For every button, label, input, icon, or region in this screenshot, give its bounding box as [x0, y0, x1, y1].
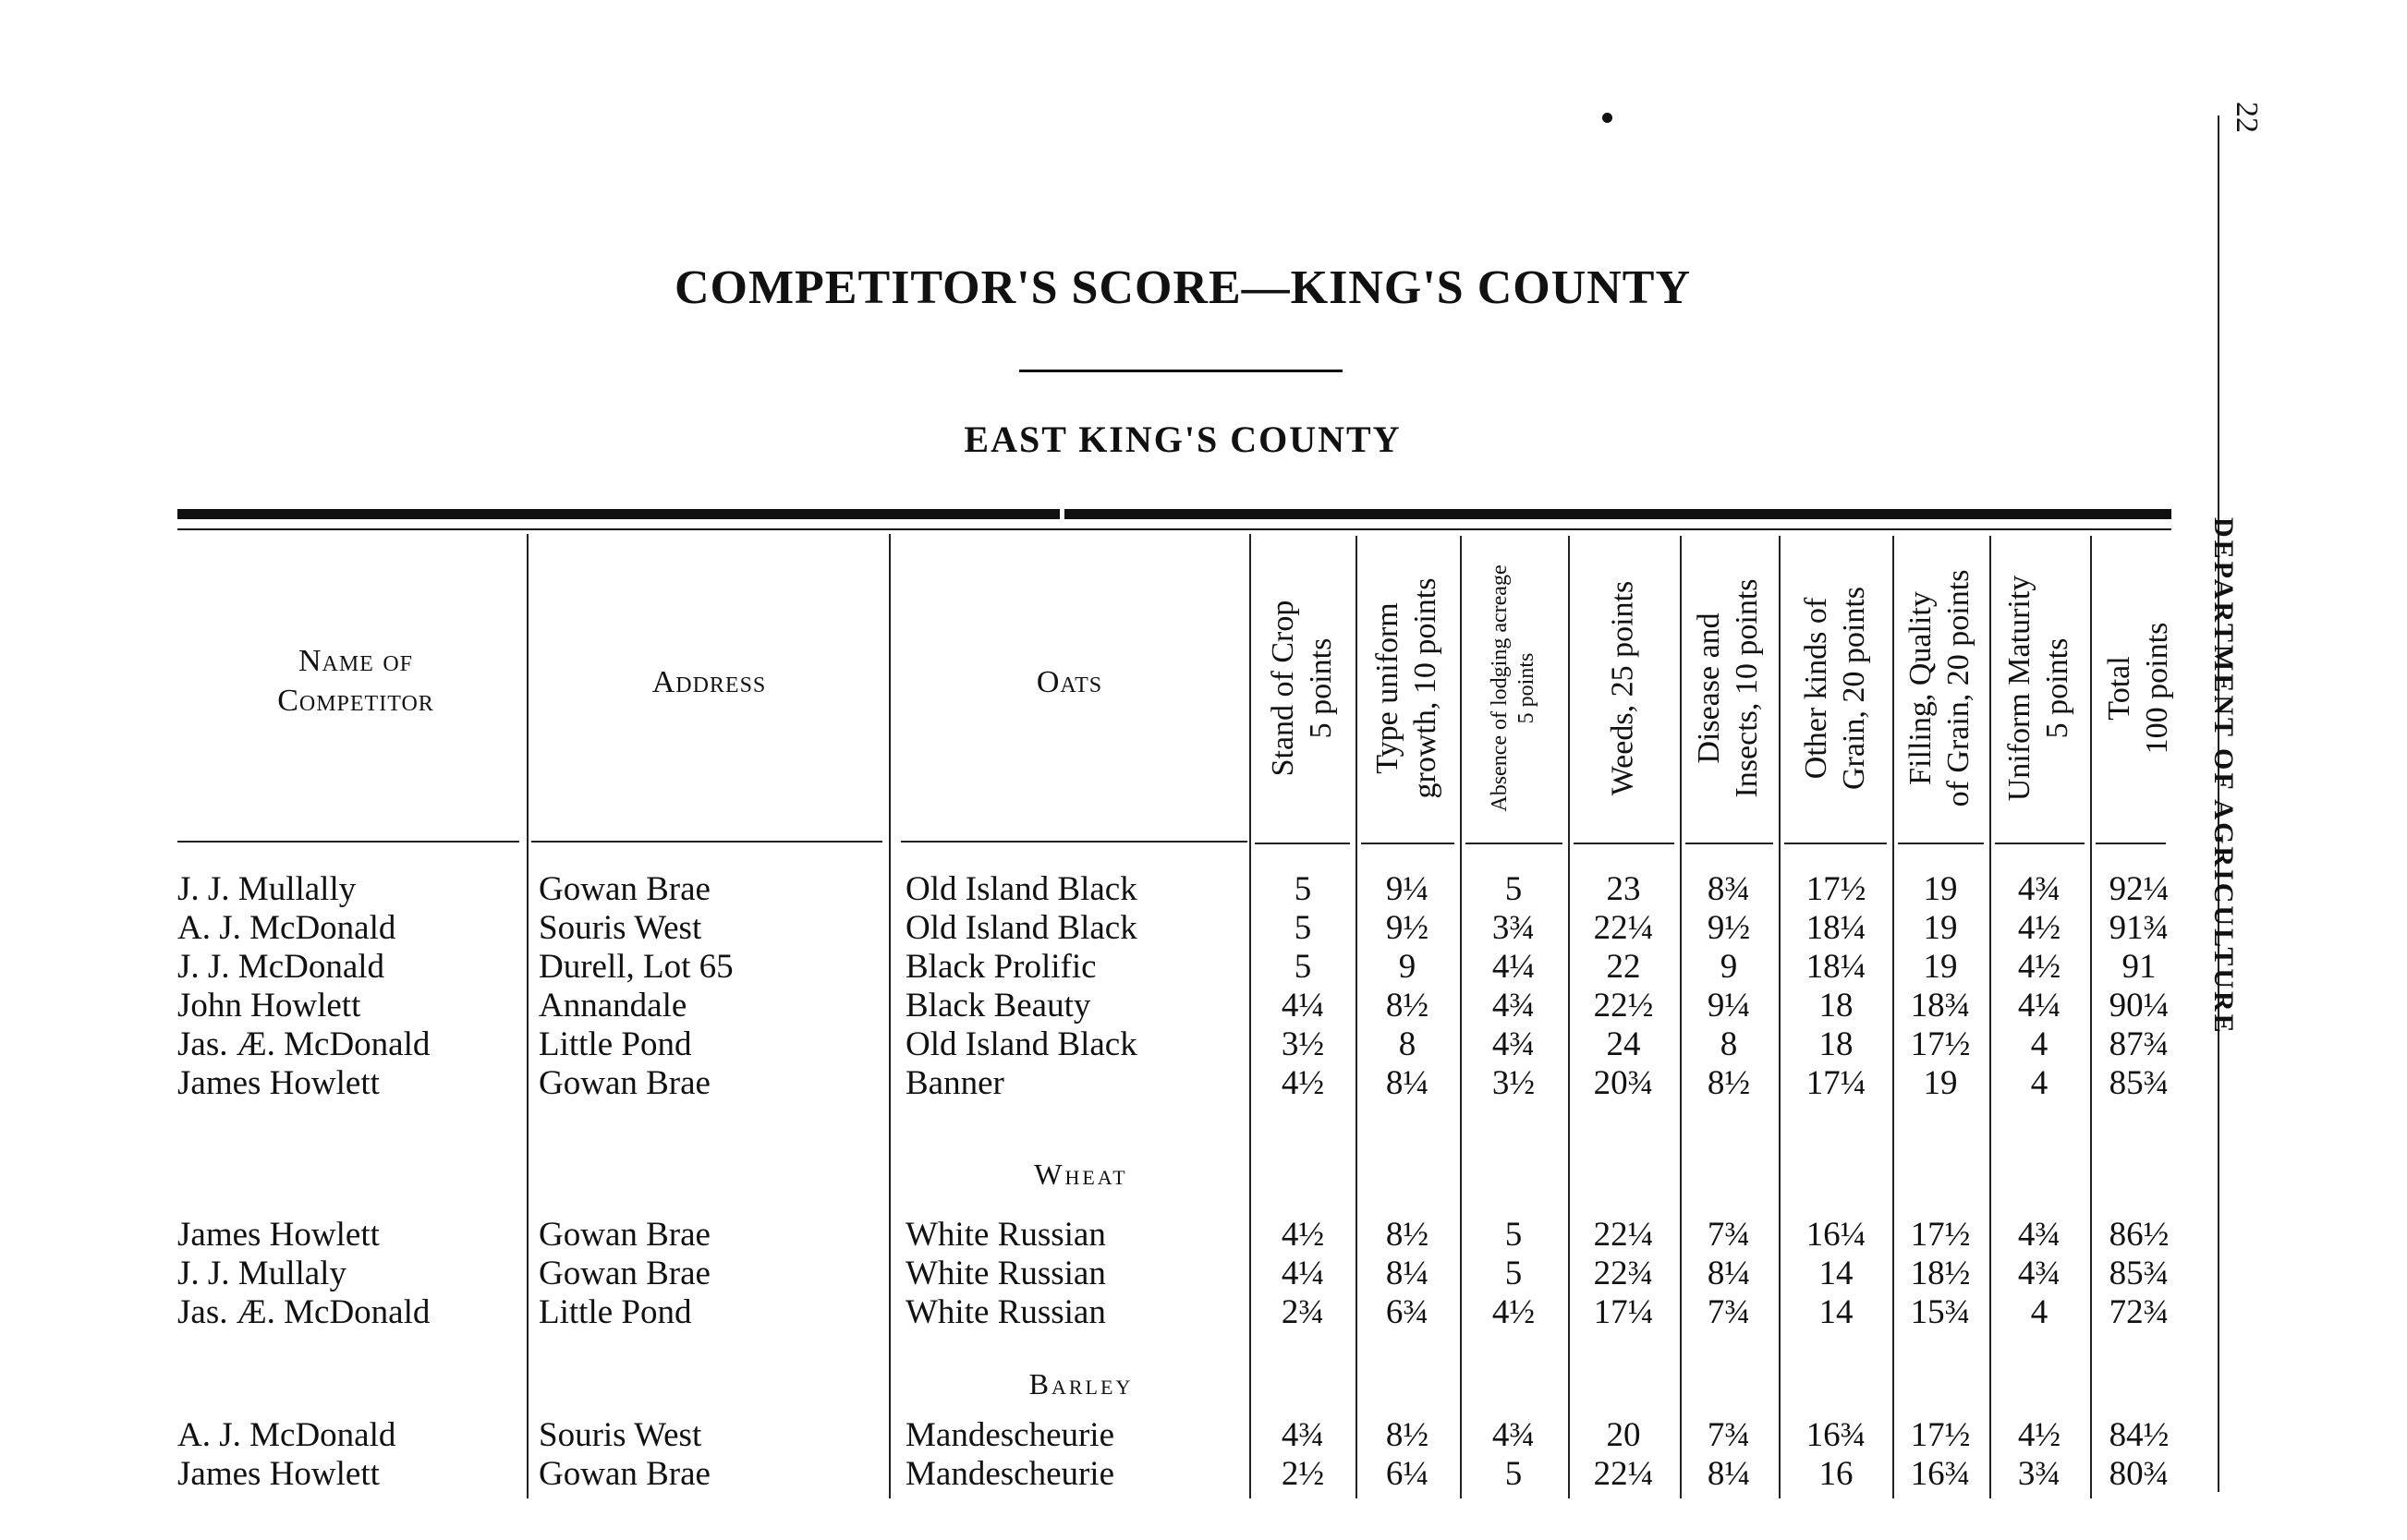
cell-variety: Old Island Black	[906, 1025, 1137, 1063]
page-number: 22	[2230, 102, 2264, 133]
header-crop: Oats	[1036, 665, 1103, 699]
cell-filling: 16¾	[1910, 1455, 1971, 1493]
cell-maturity: 4	[2030, 1025, 2048, 1063]
header-lodging-line-1: Absence of lodging acreage	[1488, 564, 1513, 812]
cell-filling: 19	[1923, 870, 1958, 908]
header-rule	[1995, 843, 2085, 844]
cell-type: 6¾	[1385, 1293, 1429, 1331]
cell-filling: 19	[1923, 909, 1958, 947]
header-rule	[531, 841, 882, 843]
cell-stand: 4¾	[1281, 1416, 1325, 1454]
column-rule	[1568, 536, 1570, 1498]
cell-stand: 5	[1294, 870, 1312, 908]
header-total-line-1: Total	[2102, 656, 2137, 721]
cell-lodging: 5	[1504, 1455, 1523, 1493]
cell-lodging: 4¼	[1491, 948, 1536, 986]
cell-other-grain: 16	[1818, 1455, 1854, 1493]
cell-total: 85¾	[2109, 1255, 2170, 1292]
section-wheat: Wheat	[1034, 1158, 1128, 1191]
column-rule	[1249, 534, 1251, 1498]
cell-lodging: 4¾	[1491, 1025, 1536, 1063]
cell-disease: 9¼	[1707, 987, 1751, 1025]
header-rule	[1255, 843, 1350, 844]
cell-filling: 17½	[1910, 1025, 1971, 1063]
cell-maturity: 4¼	[2017, 987, 2061, 1025]
cell-total: 91¾	[2109, 909, 2170, 947]
cell-name: James Howlett	[177, 1455, 380, 1493]
column-rule	[889, 534, 891, 1498]
cell-name: J. J. Mullally	[177, 870, 357, 908]
cell-maturity: 4¾	[2017, 870, 2061, 908]
cell-weeds: 24	[1606, 1025, 1641, 1063]
header-type-line-1: Type uniform	[1370, 602, 1405, 774]
cell-type: 8½	[1385, 1416, 1429, 1454]
cell-variety: Mandescheurie	[906, 1455, 1115, 1493]
cell-lodging: 3¾	[1491, 909, 1536, 947]
cell-name: John Howlett	[177, 987, 361, 1025]
cell-address: Gowan Brae	[539, 1255, 711, 1292]
cell-maturity: 4	[2030, 1293, 2048, 1331]
header-maturity-line-1: Uniform Maturity	[2002, 575, 2037, 802]
cell-filling: 17½	[1910, 1216, 1971, 1254]
cell-weeds: 20¾	[1593, 1064, 1654, 1102]
cell-variety: Black Prolific	[906, 948, 1097, 986]
page-title: COMPETITOR'S SCORE—KING'S COUNTY	[674, 261, 1692, 314]
cell-stand: 2½	[1281, 1455, 1325, 1493]
section-barley: Barley	[1028, 1367, 1134, 1401]
cell-total: 85¾	[2109, 1064, 2170, 1102]
header-rule	[1465, 843, 1562, 844]
cell-name: Jas. Æ. McDonald	[177, 1293, 431, 1331]
cell-other-grain: 16¼	[1805, 1216, 1866, 1254]
cell-weeds: 22¾	[1593, 1255, 1654, 1292]
header-stand-line-2: 5 points	[1304, 637, 1338, 739]
header-weeds-line-1: Weeds, 25 points	[1605, 580, 1640, 796]
cell-address: Souris West	[539, 1416, 702, 1454]
cell-address: Gowan Brae	[539, 1216, 711, 1254]
cell-lodging: 5	[1504, 870, 1523, 908]
column-rule	[2090, 536, 2092, 1498]
cell-maturity: 3¾	[2017, 1455, 2061, 1493]
cell-name: A. J. McDonald	[177, 909, 396, 947]
cell-address: Little Pond	[539, 1025, 692, 1063]
header-filling-line-2: of Grain, 20 points	[1941, 569, 1975, 807]
header-type-text	[1369, 578, 1445, 799]
header-rule	[1574, 843, 1674, 844]
header-filling-line-1: Filling, Quality	[1903, 591, 1939, 785]
cell-disease: 8½	[1707, 1064, 1751, 1102]
header-rule	[1784, 843, 1887, 844]
cell-other-grain: 17½	[1805, 870, 1866, 908]
cell-maturity: 4½	[2017, 1416, 2061, 1454]
cell-variety: White Russian	[906, 1255, 1106, 1292]
cell-other-grain: 18	[1818, 987, 1854, 1025]
cell-total: 84½	[2109, 1416, 2170, 1454]
header-maturity-text	[2001, 576, 2077, 802]
cell-total: 86½	[2109, 1216, 2170, 1254]
header-rule	[2096, 843, 2166, 844]
cell-disease: 7¾	[1707, 1216, 1751, 1254]
table-top-rule-left	[177, 509, 1060, 519]
cell-maturity: 4½	[2017, 948, 2061, 986]
cell-total: 87¾	[2109, 1025, 2170, 1063]
header-other-grain-line-1: Other kinds of	[1799, 597, 1834, 780]
header-stand-text	[1265, 600, 1341, 777]
cell-maturity: 4¾	[2017, 1216, 2061, 1254]
cell-total: 91	[2121, 948, 2157, 986]
cell-total: 92¼	[2109, 870, 2170, 908]
cell-variety: White Russian	[906, 1293, 1106, 1331]
cell-type: 9	[1398, 948, 1416, 986]
cell-type: 8¼	[1385, 1064, 1429, 1102]
cell-maturity: 4	[2030, 1064, 2048, 1102]
cell-address: Gowan Brae	[539, 1064, 711, 1102]
cell-other-grain: 17¼	[1805, 1064, 1866, 1102]
cell-weeds: 22	[1606, 948, 1641, 986]
cell-filling: 19	[1923, 948, 1958, 986]
header-address: Address	[651, 665, 767, 699]
cell-type: 8½	[1385, 1216, 1429, 1254]
cell-name: J. J. McDonald	[177, 948, 385, 986]
cell-filling: 15¾	[1910, 1293, 1971, 1331]
cell-other-grain: 18	[1818, 1025, 1854, 1063]
cell-variety: Banner	[906, 1064, 1004, 1102]
cell-name: Jas. Æ. McDonald	[177, 1025, 431, 1063]
header-name	[199, 642, 513, 721]
column-rule	[1989, 536, 1991, 1498]
header-total-text	[2101, 623, 2177, 755]
cell-other-grain: 14	[1818, 1293, 1854, 1331]
cell-address: Durell, Lot 65	[539, 948, 734, 986]
column-rule	[1355, 536, 1357, 1498]
cell-weeds: 22¼	[1593, 1216, 1654, 1254]
header-total-line-2: 100 points	[2140, 622, 2174, 755]
title-rule	[1019, 370, 1343, 372]
header-disease-line-2: Insects, 10 points	[1730, 578, 1764, 798]
cell-disease: 7¾	[1707, 1293, 1751, 1331]
cell-disease: 8	[1720, 1025, 1738, 1063]
cell-type: 8½	[1385, 987, 1429, 1025]
cell-name: A. J. McDonald	[177, 1416, 396, 1454]
cell-type: 9¼	[1385, 870, 1429, 908]
cell-total: 80¾	[2109, 1455, 2170, 1493]
column-rule	[1460, 536, 1462, 1498]
cell-name: James Howlett	[177, 1216, 380, 1254]
cell-address: Gowan Brae	[539, 870, 711, 908]
cell-weeds: 23	[1606, 870, 1641, 908]
cell-stand: 3½	[1281, 1025, 1325, 1063]
cell-weeds: 22½	[1593, 987, 1654, 1025]
cell-other-grain: 14	[1818, 1255, 1854, 1292]
header-stand-line-1: Stand of Crop	[1266, 600, 1301, 777]
sub-title: EAST KING'S COUNTY	[964, 418, 1402, 460]
header-rule	[1898, 843, 1984, 844]
cell-type: 6¼	[1385, 1455, 1429, 1493]
cell-variety: Old Island Black	[906, 870, 1137, 908]
printer-dot	[1602, 113, 1612, 123]
cell-disease: 8¾	[1707, 870, 1751, 908]
cell-total: 90¼	[2109, 987, 2170, 1025]
table-top-rule-right	[1064, 509, 2171, 519]
header-disease-line-1: Disease and	[1692, 612, 1727, 764]
cell-lodging: 3½	[1491, 1064, 1536, 1102]
header-other-grain-line-2: Grain, 20 points	[1837, 586, 1871, 791]
header-rule	[901, 841, 1247, 843]
cell-type: 8¼	[1385, 1255, 1429, 1292]
cell-disease: 7¾	[1707, 1416, 1751, 1454]
cell-name: James Howlett	[177, 1064, 380, 1102]
cell-weeds: 20	[1606, 1416, 1641, 1454]
cell-variety: White Russian	[906, 1216, 1106, 1254]
cell-total: 72¾	[2109, 1293, 2170, 1331]
header-rule	[1361, 843, 1454, 844]
cell-filling: 17½	[1910, 1416, 1971, 1454]
cell-stand: 4¼	[1281, 987, 1325, 1025]
cell-variety: Mandescheurie	[906, 1416, 1115, 1454]
column-rule	[1680, 536, 1682, 1498]
cell-disease: 8¼	[1707, 1255, 1751, 1292]
cell-disease: 8¼	[1707, 1455, 1751, 1493]
cell-weeds: 17¼	[1593, 1293, 1654, 1331]
header-rule	[177, 841, 519, 843]
cell-stand: 5	[1294, 909, 1312, 947]
header-rule	[1685, 843, 1773, 844]
cell-address: Annandale	[539, 987, 687, 1025]
header-weeds-text	[1605, 581, 1643, 795]
cell-filling: 18½	[1910, 1255, 1971, 1292]
cell-filling: 19	[1923, 1064, 1958, 1102]
cell-type: 9½	[1385, 909, 1429, 947]
header-lodging-text	[1487, 564, 1540, 811]
running-head-text: DEPARTMENT OF AGRICULTURE	[2208, 517, 2239, 1036]
cell-stand: 5	[1294, 948, 1312, 986]
column-rule	[527, 534, 529, 1498]
cell-disease: 9½	[1707, 909, 1751, 947]
header-other-grain-text	[1798, 587, 1874, 790]
cell-other-grain: 18¼	[1805, 948, 1866, 986]
cell-variety: Old Island Black	[906, 909, 1137, 947]
table-top-thin-rule	[177, 528, 2171, 530]
cell-lodging: 5	[1504, 1216, 1523, 1254]
cell-lodging: 4¾	[1491, 987, 1536, 1025]
cell-maturity: 4¾	[2017, 1255, 2061, 1292]
cell-type: 8	[1398, 1025, 1416, 1063]
cell-variety: Black Beauty	[906, 987, 1091, 1025]
header-disease-text	[1691, 578, 1767, 797]
cell-filling: 18¾	[1910, 987, 1971, 1025]
header-name-line-2: Competitor	[277, 683, 434, 718]
cell-stand: 4¼	[1281, 1255, 1325, 1292]
cell-maturity: 4½	[2017, 909, 2061, 947]
cell-stand: 4½	[1281, 1216, 1325, 1254]
cell-other-grain: 16¾	[1805, 1416, 1866, 1454]
cell-lodging: 4½	[1491, 1293, 1536, 1331]
cell-lodging: 4¾	[1491, 1416, 1536, 1454]
header-lodging-line-2: 5 points	[1514, 652, 1538, 724]
cell-address: Little Pond	[539, 1293, 692, 1331]
header-maturity-line-2: 5 points	[2040, 637, 2074, 739]
cell-weeds: 22¼	[1593, 1455, 1654, 1493]
cell-disease: 9	[1720, 948, 1738, 986]
cell-stand: 4½	[1281, 1064, 1325, 1102]
header-type-line-2: growth, 10 points	[1408, 577, 1442, 799]
column-rule	[1779, 536, 1781, 1498]
column-rule	[1892, 536, 1894, 1498]
header-filling-text	[1903, 570, 1978, 807]
cell-name: J. J. Mullaly	[177, 1255, 346, 1292]
cell-address: Gowan Brae	[539, 1455, 711, 1493]
header-name-line-1: Name of	[298, 644, 414, 678]
cell-stand: 2¾	[1281, 1293, 1325, 1331]
cell-other-grain: 18¼	[1805, 909, 1866, 947]
cell-lodging: 5	[1504, 1255, 1523, 1292]
cell-address: Souris West	[539, 909, 702, 947]
cell-weeds: 22¼	[1593, 909, 1654, 947]
